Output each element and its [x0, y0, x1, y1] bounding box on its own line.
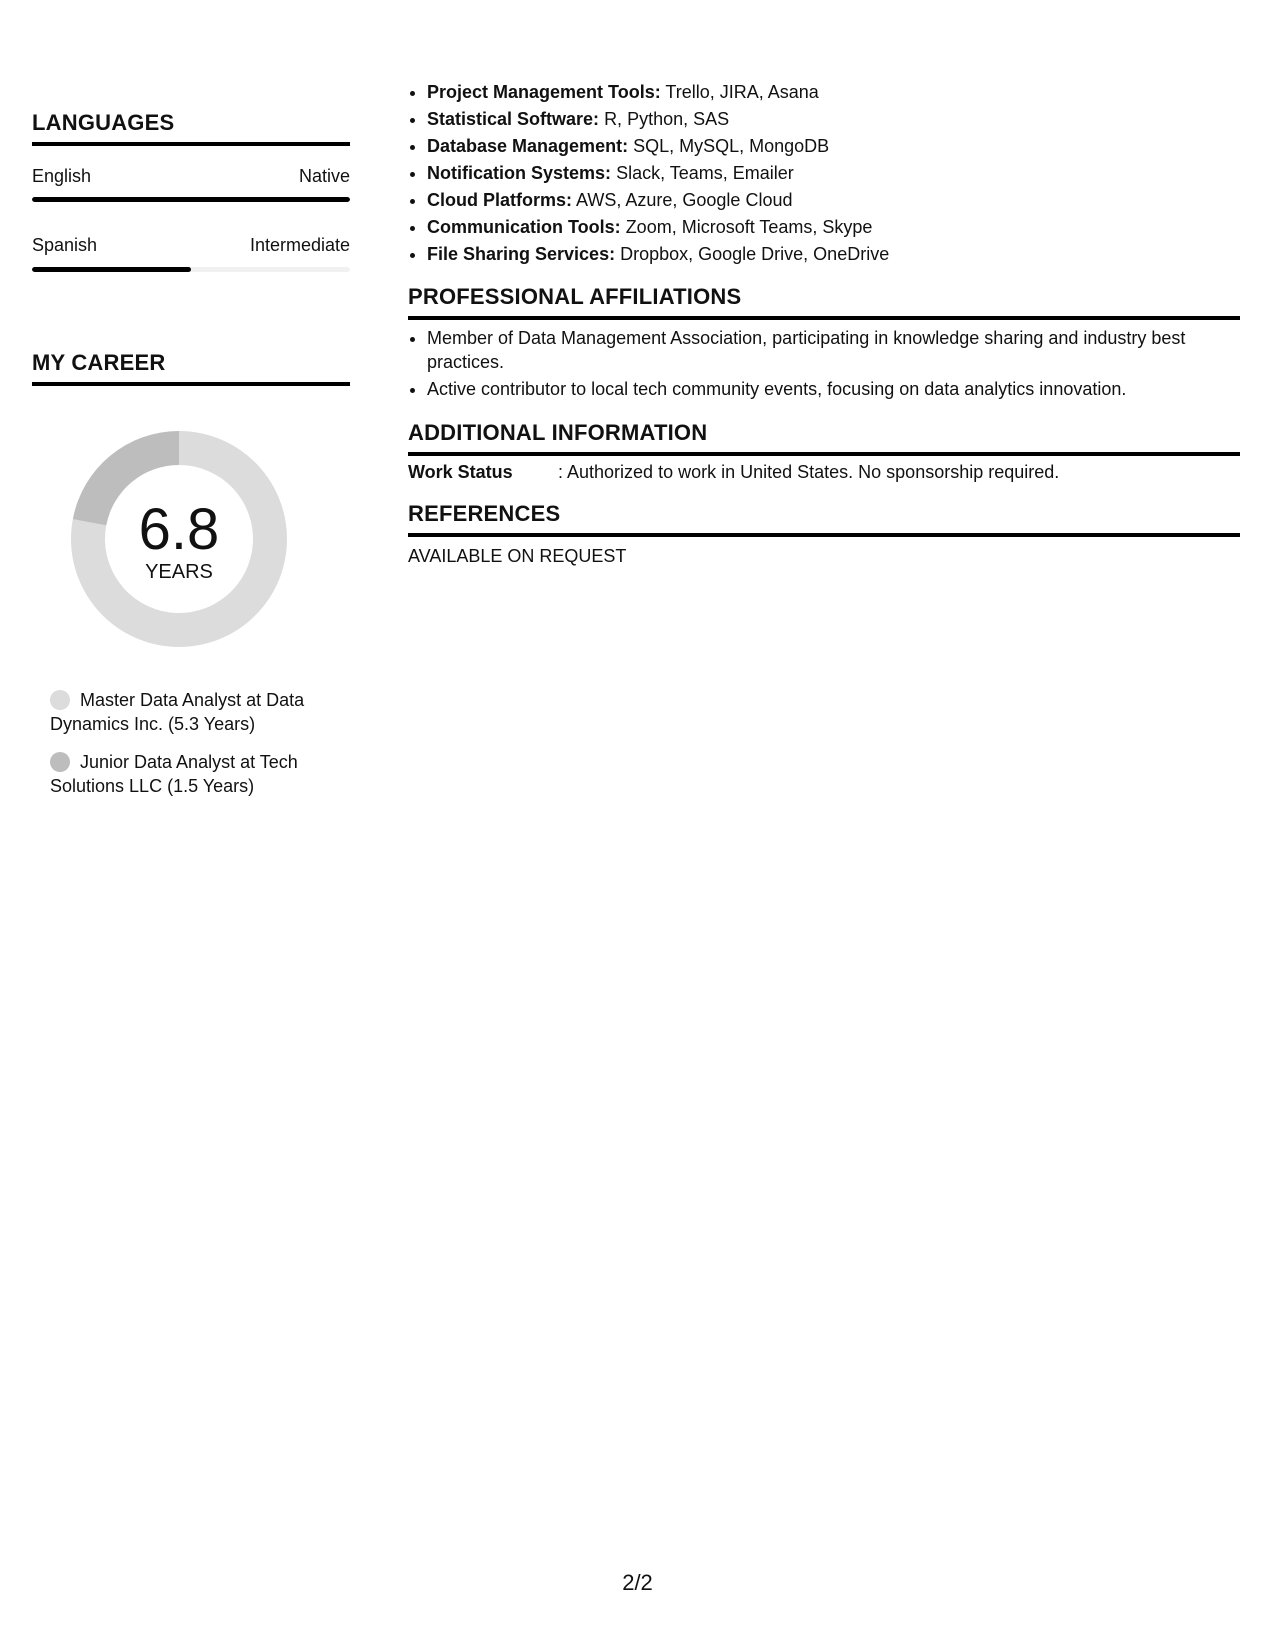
skills-list [408, 80, 1259, 269]
skill-value: Trello, JIRA, Asana [665, 82, 819, 102]
skill-value: Slack, Teams, Emailer [616, 163, 794, 183]
list-item [427, 242, 1259, 266]
skill-value: AWS, Azure, Google Cloud [576, 190, 793, 210]
list-item [427, 215, 1259, 239]
language-bar-spanish [32, 267, 350, 272]
skill-label: File Sharing Services: [427, 244, 616, 264]
skill-label: Communication Tools: [427, 217, 621, 237]
affiliations-list [408, 326, 1259, 404]
skill-label: Database Management: [427, 136, 629, 156]
career-donut-chart [66, 426, 292, 652]
skill-label: Cloud Platforms: [427, 190, 573, 210]
language-row-english [32, 166, 350, 187]
language-level: Native [298, 166, 350, 186]
skill-value: SQL, MySQL, MongoDB [633, 136, 830, 156]
list-item: • Active contributor to local tech community events, focusing on data analytics innovation. [427, 377, 1259, 401]
language-bar-fill [32, 267, 191, 272]
list-item [427, 107, 1259, 131]
list-item [427, 188, 1259, 212]
additional-info-heading: ADDITIONAL INFORMATION [408, 420, 1240, 456]
donut-center [66, 426, 292, 652]
legend-item [50, 688, 340, 736]
legend-label: Junior Data Analyst at Tech Solutions LLC (1.5 Years) [50, 752, 298, 796]
page-number: 2/2 [622, 1570, 653, 1595]
references-text: AVAILABLE ON REQUEST [408, 546, 627, 566]
work-status-row [408, 462, 1240, 483]
legend-label: Master Data Analyst at Data Dynamics Inc. (5.3 Years) [50, 690, 305, 734]
language-bar-english [32, 197, 350, 202]
career-legend [50, 688, 340, 812]
skill-value: R, Python, SAS [604, 109, 730, 129]
references-heading: REFERENCES [408, 501, 1240, 537]
skill-value: Zoom, Microsoft Teams, Skype [625, 217, 873, 237]
career-total-years: 6.8 [138, 496, 220, 562]
language-level: Intermediate [249, 235, 350, 255]
career-heading: MY CAREER [32, 350, 350, 386]
skill-label: Notification Systems: [427, 163, 612, 183]
language-bar-fill [32, 197, 350, 202]
list-item: • Member of Data Management Association, participating in knowledge sharing and industry best practices. [427, 326, 1259, 374]
list-item [427, 134, 1259, 158]
language-row-spanish [32, 235, 350, 256]
legend-dot-icon [50, 752, 70, 772]
career-total-unit: YEARS [145, 560, 213, 583]
skill-label: Statistical Software: [427, 109, 600, 129]
affiliations-heading: PROFESSIONAL AFFILIATIONS [408, 284, 1240, 320]
language-name: Spanish [32, 235, 98, 255]
languages-heading: LANGUAGES [32, 110, 350, 146]
list-item [427, 161, 1259, 185]
legend-dot-icon [50, 690, 70, 710]
language-name: English [32, 166, 92, 186]
skill-label: Project Management Tools: [427, 82, 661, 102]
list-item [427, 80, 1259, 104]
legend-item [50, 750, 340, 798]
work-status-value: : Authorized to work in United States. No sponsorship required. [558, 462, 1060, 482]
work-status-label: Work Status [408, 462, 513, 482]
skill-value: Dropbox, Google Drive, OneDrive [620, 244, 890, 264]
